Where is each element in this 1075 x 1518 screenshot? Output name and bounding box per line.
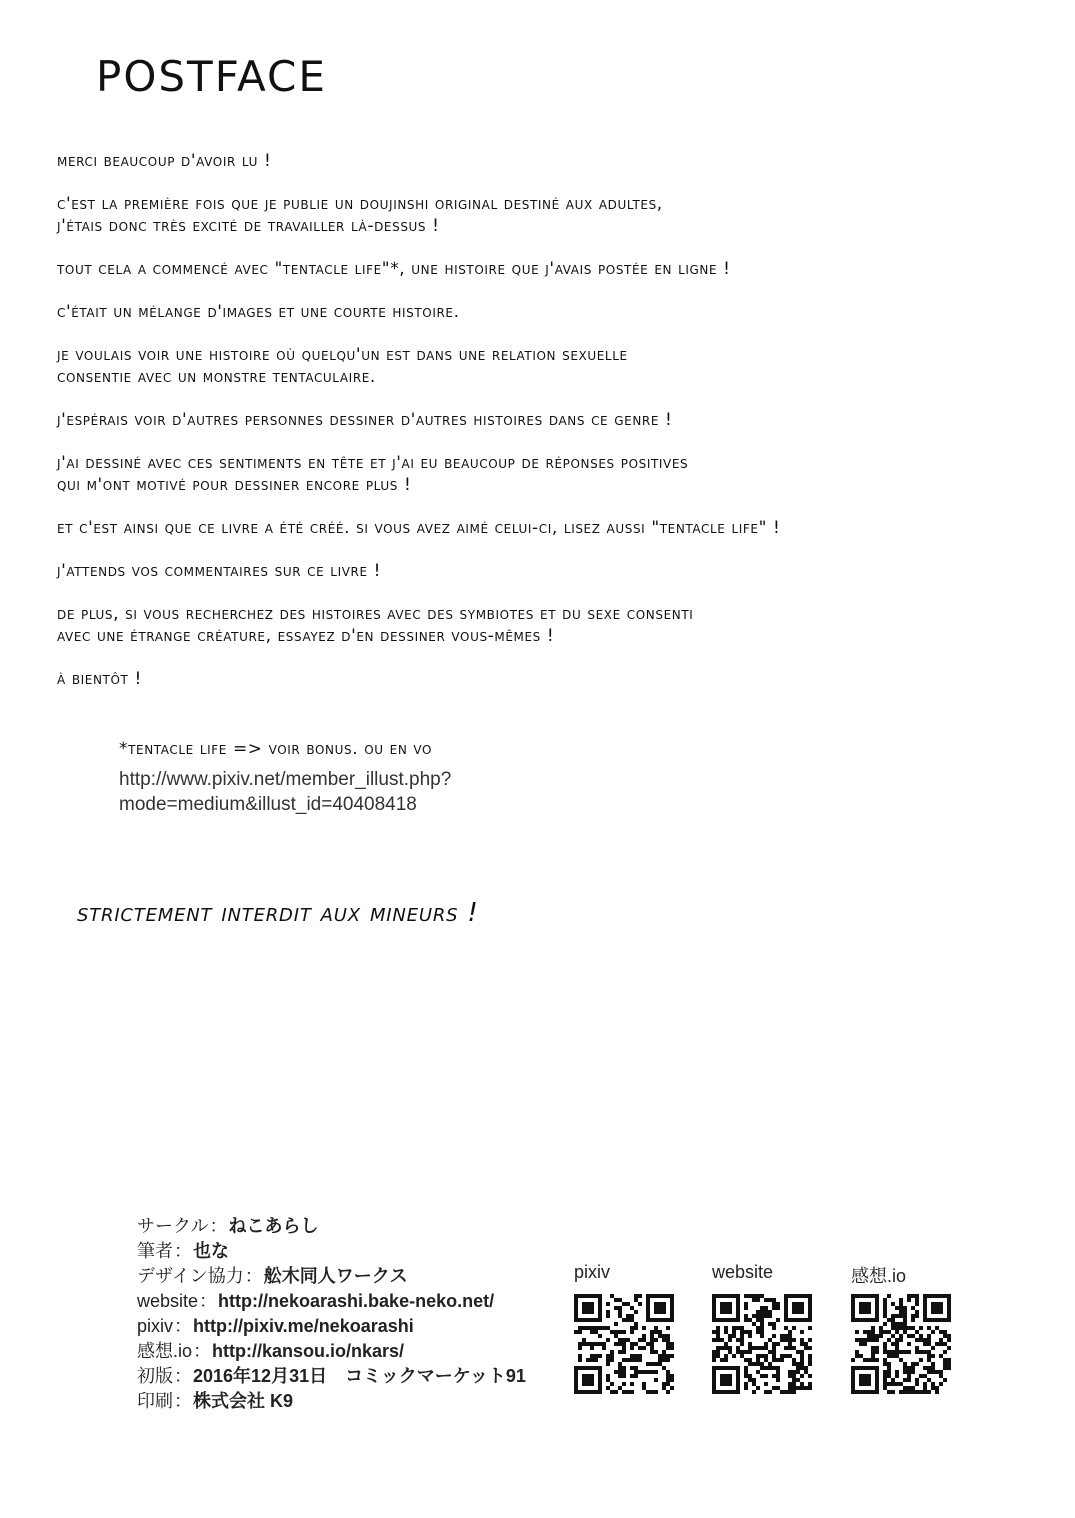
qr-pixiv <box>574 1262 684 1394</box>
adults-only-warning: strictement interdit aux mineurs ! <box>77 898 479 928</box>
colophon-separator: ： <box>174 1366 192 1386</box>
footnote <box>119 739 451 817</box>
colophon-separator: ： <box>193 1341 212 1361</box>
paragraph: c'est la première fois que je publie un doujinshi original destiné aux adultes, j'étais donc très excité de travailler là-dessus ! <box>57 194 663 236</box>
colophon-value: 舩木同人ワークス <box>263 1266 408 1286</box>
paragraph: de plus, si vous recherchez des histoires avec des symbiotes et du sexe consenti avec une étrange créature, essayez d'en dessiner vous-mêmes ! <box>57 604 694 646</box>
paragraph: j'ai dessiné avec ces sentiments en tête et j'ai eu beaucoup de réponses positives qui m'ont motivé pour dessiner encore plus ! <box>57 453 689 495</box>
colophon-value: 株式会社 K9 <box>193 1391 294 1411</box>
kansou-link[interactable]: http://kansou.io/nkars/ <box>212 1341 405 1361</box>
website-link[interactable]: http://nekoarashi.bake-neko.net/ <box>218 1291 495 1311</box>
colophon-separator: ： <box>199 1291 218 1311</box>
paragraph: merci beaucoup d'avoir lu ! <box>57 151 272 171</box>
qr-label: website <box>712 1262 774 1282</box>
colophon-separator: ： <box>244 1266 263 1286</box>
footnote-url: http://www.pixiv.net/member_illust.php? mode=medium&illust_id=40408418 <box>119 769 452 815</box>
paragraph: j'attends vos commentaires sur ce livre ! <box>57 561 382 581</box>
page-title: POSTFACE <box>96 52 327 101</box>
colophon-label: pixiv <box>137 1316 174 1336</box>
qr-code-icon[interactable] <box>574 1294 674 1394</box>
paragraph: et c'est ainsi que ce livre a été créé. si vous avez aimé celui-ci, lisez aussi "tentacle life" ! <box>57 518 781 538</box>
colophon-row <box>137 1214 526 1239</box>
qr-code-icon[interactable] <box>851 1294 951 1394</box>
footnote-title: *tentacle life => voir bonus. ou en vo <box>119 739 433 759</box>
paragraph: je voulais voir une histoire où quelqu'un est dans une relation sexuelle consentie avec un monstre tentaculaire. <box>57 345 628 387</box>
postface-body <box>57 150 1037 711</box>
paragraph: tout cela a commencé avec "tentacle life"*, une histoire que j'avais postée en ligne ! <box>57 259 731 279</box>
colophon-value: ねこあらし <box>228 1216 319 1236</box>
qr-code-icon[interactable] <box>712 1294 812 1394</box>
colophon-separator: ： <box>174 1391 192 1411</box>
colophon-row <box>137 1339 526 1364</box>
colophon-label: サークル <box>137 1216 209 1236</box>
qr-label: pixiv <box>574 1262 611 1282</box>
colophon-separator: ： <box>174 1241 192 1261</box>
pixiv-link[interactable]: http://pixiv.me/nekoarashi <box>193 1316 414 1336</box>
colophon-label: 初版 <box>137 1366 173 1386</box>
colophon-label: website <box>137 1291 199 1311</box>
paragraph: c'était un mélange d'images et une courte histoire. <box>57 302 460 322</box>
colophon-label: 筆者 <box>137 1241 173 1261</box>
colophon-value: 也な <box>193 1241 229 1261</box>
qr-label: 感想.io <box>851 1266 907 1286</box>
colophon-label: 感想.io <box>137 1341 193 1361</box>
colophon-row <box>137 1389 526 1414</box>
qr-website <box>712 1262 822 1394</box>
colophon-row <box>137 1239 526 1264</box>
colophon-row <box>137 1314 526 1339</box>
colophon-row <box>137 1264 526 1289</box>
qr-kansou <box>851 1262 961 1394</box>
colophon-label: 印刷 <box>137 1391 173 1411</box>
paragraph: à bientôt ! <box>57 669 142 689</box>
colophon-row <box>137 1289 526 1314</box>
colophon-label: デザイン協力 <box>137 1266 244 1286</box>
colophon-row <box>137 1364 526 1389</box>
colophon-value: 2016年12月31日 コミックマーケット91 <box>193 1366 526 1386</box>
paragraph: j'espérais voir d'autres personnes dessiner d'autres histoires dans ce genre ! <box>57 410 673 430</box>
colophon-separator: ： <box>209 1216 228 1236</box>
colophon-separator: ： <box>174 1316 193 1336</box>
colophon <box>137 1214 526 1414</box>
